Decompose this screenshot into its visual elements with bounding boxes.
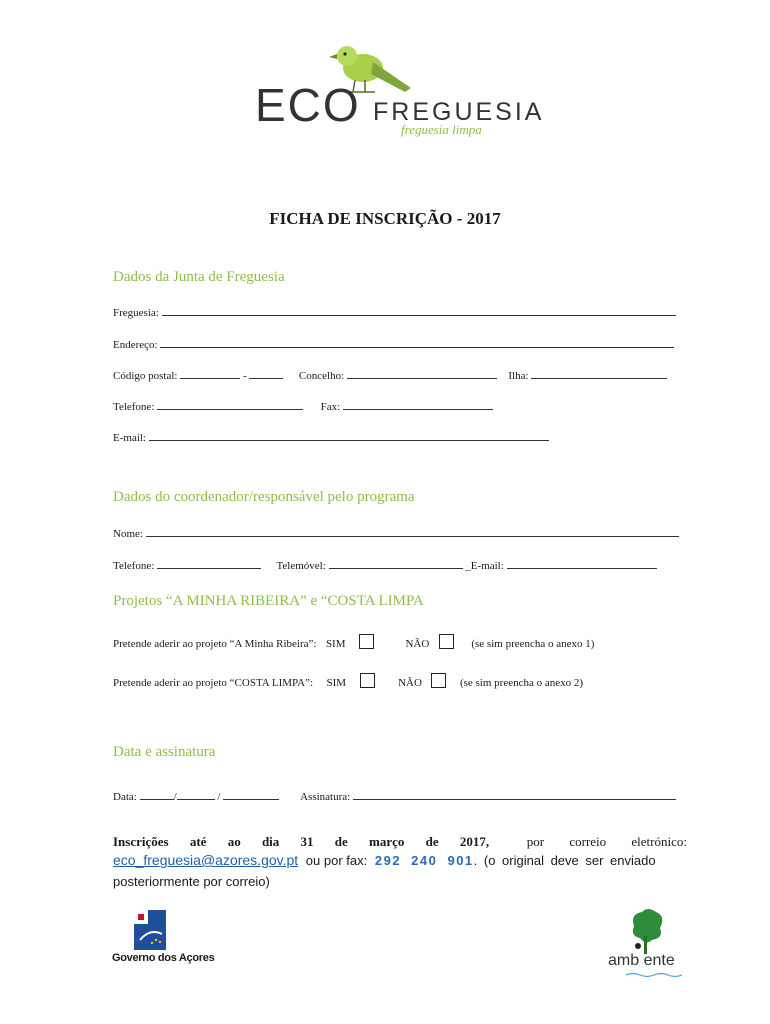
tree-icon bbox=[626, 906, 666, 956]
ribeira-nao-checkbox[interactable] bbox=[439, 634, 454, 649]
inscricoes-por-correio: por correio eletrónico: bbox=[526, 834, 687, 849]
nome-field[interactable] bbox=[146, 524, 679, 537]
ambiente-text: amb ente bbox=[608, 952, 675, 969]
data-year-field[interactable] bbox=[223, 787, 279, 800]
logo-freguesia-text: FREGUESIA bbox=[373, 98, 545, 126]
ilha-field[interactable] bbox=[531, 366, 667, 379]
telemovel-field[interactable] bbox=[329, 556, 463, 569]
data-day-field[interactable] bbox=[140, 787, 174, 800]
ribeira-question: Pretende aderir ao projeto “A Minha Ribeira”: bbox=[113, 638, 317, 650]
contactos-row bbox=[113, 556, 657, 572]
azores-flag-icon bbox=[134, 910, 166, 950]
page-title: FICHA DE INSCRIÇÃO - 2017 bbox=[269, 209, 501, 228]
codigo-postal-field-1[interactable] bbox=[180, 366, 240, 379]
ribeira-sim-checkbox[interactable] bbox=[359, 634, 374, 649]
telemovel-label: Telemóvel: bbox=[276, 560, 326, 572]
data-assinatura-row bbox=[113, 787, 676, 803]
logo-eco-text: ECO bbox=[255, 79, 361, 131]
section-data-heading: Data e assinatura bbox=[113, 744, 216, 760]
section-projetos-heading: Projetos “A MINHA RIBEIRA” e “COSTA LIMPA bbox=[113, 593, 424, 609]
codigo-postal-row bbox=[113, 366, 667, 382]
ribeira-nao-label: NÃO bbox=[405, 638, 430, 650]
endereco-row bbox=[113, 335, 674, 351]
costa-sim-label: SIM bbox=[326, 677, 347, 689]
data-label: Data: bbox=[113, 791, 137, 803]
freguesia-row bbox=[113, 303, 676, 319]
ribeira-row bbox=[113, 634, 594, 650]
telefone-field[interactable] bbox=[157, 397, 303, 410]
freguesia-label: Freguesia: bbox=[113, 307, 159, 319]
governo-acores-logo bbox=[112, 910, 222, 970]
inscricoes-ou-fax: ou por fax: bbox=[305, 853, 368, 868]
inscricoes-email-link[interactable]: eco_freguesia@azores.gov.pt bbox=[113, 852, 299, 868]
fax-label: Fax: bbox=[320, 401, 341, 413]
codigo-postal-label: Código postal: bbox=[113, 370, 178, 382]
data-slash-2: / bbox=[217, 791, 221, 803]
inscricoes-line-3: posteriormente por correio) bbox=[113, 874, 270, 889]
nome-label: Nome: bbox=[113, 528, 143, 540]
inscricoes-line-2 bbox=[113, 852, 687, 868]
freguesia-field[interactable] bbox=[162, 303, 676, 316]
section-coordenador-heading: Dados do coordenador/responsável pelo programa bbox=[113, 489, 415, 505]
inscricoes-deadline: Inscrições até ao dia 31 de março de 2017, bbox=[113, 834, 490, 849]
coordenador-telefone-field[interactable] bbox=[157, 556, 261, 569]
assinatura-field[interactable] bbox=[353, 787, 676, 800]
fax-field[interactable] bbox=[343, 397, 493, 410]
ilha-label: Ilha: bbox=[508, 370, 529, 382]
costa-note: (se sim preencha o anexo 2) bbox=[459, 677, 584, 689]
codigo-postal-field-2[interactable] bbox=[249, 366, 283, 379]
inscricoes-line-1 bbox=[113, 834, 687, 850]
codigo-postal-dash: - bbox=[242, 370, 247, 382]
inscricoes-fax-number: 292 240 901 bbox=[374, 853, 474, 868]
coordenador-telefone-label: Telefone: bbox=[113, 560, 155, 572]
data-month-field[interactable] bbox=[177, 787, 215, 800]
telefone-fax-row bbox=[113, 397, 493, 413]
ribeira-sim-label: SIM bbox=[325, 638, 346, 650]
costa-question: Pretende aderir ao projeto “COSTA LIMPA”: bbox=[113, 677, 314, 689]
ambiente-logo bbox=[600, 906, 690, 976]
endereco-field[interactable] bbox=[160, 335, 674, 348]
eco-freguesia-logo bbox=[255, 40, 545, 150]
email-row bbox=[113, 428, 549, 444]
email-label: E-mail: bbox=[113, 432, 146, 444]
nome-row bbox=[113, 524, 679, 540]
concelho-label: Concelho: bbox=[298, 370, 345, 382]
endereco-label: Endereço: bbox=[113, 339, 158, 351]
email-field[interactable] bbox=[149, 428, 549, 441]
logo-tagline: freguesia limpa bbox=[401, 122, 482, 137]
costa-nao-checkbox[interactable] bbox=[431, 673, 446, 688]
ambiente-waves-icon bbox=[626, 972, 682, 978]
telefone-label: Telefone: bbox=[113, 401, 155, 413]
coordenador-email-label: _E-mail: bbox=[465, 560, 504, 572]
governo-acores-text: Governo dos Açores bbox=[112, 952, 215, 964]
coordenador-email-field[interactable] bbox=[507, 556, 657, 569]
concelho-field[interactable] bbox=[347, 366, 497, 379]
inscricoes-rest: . (o original deve ser enviado bbox=[473, 853, 656, 868]
section-junta-heading: Dados da Junta de Freguesia bbox=[113, 269, 285, 285]
ribeira-note: (se sim preencha o anexo 1) bbox=[471, 638, 595, 650]
assinatura-label: Assinatura: bbox=[300, 791, 351, 803]
costa-row bbox=[113, 673, 583, 689]
costa-sim-checkbox[interactable] bbox=[360, 673, 375, 688]
costa-nao-label: NÃO bbox=[398, 677, 422, 689]
data-slash-1: / bbox=[173, 791, 177, 803]
